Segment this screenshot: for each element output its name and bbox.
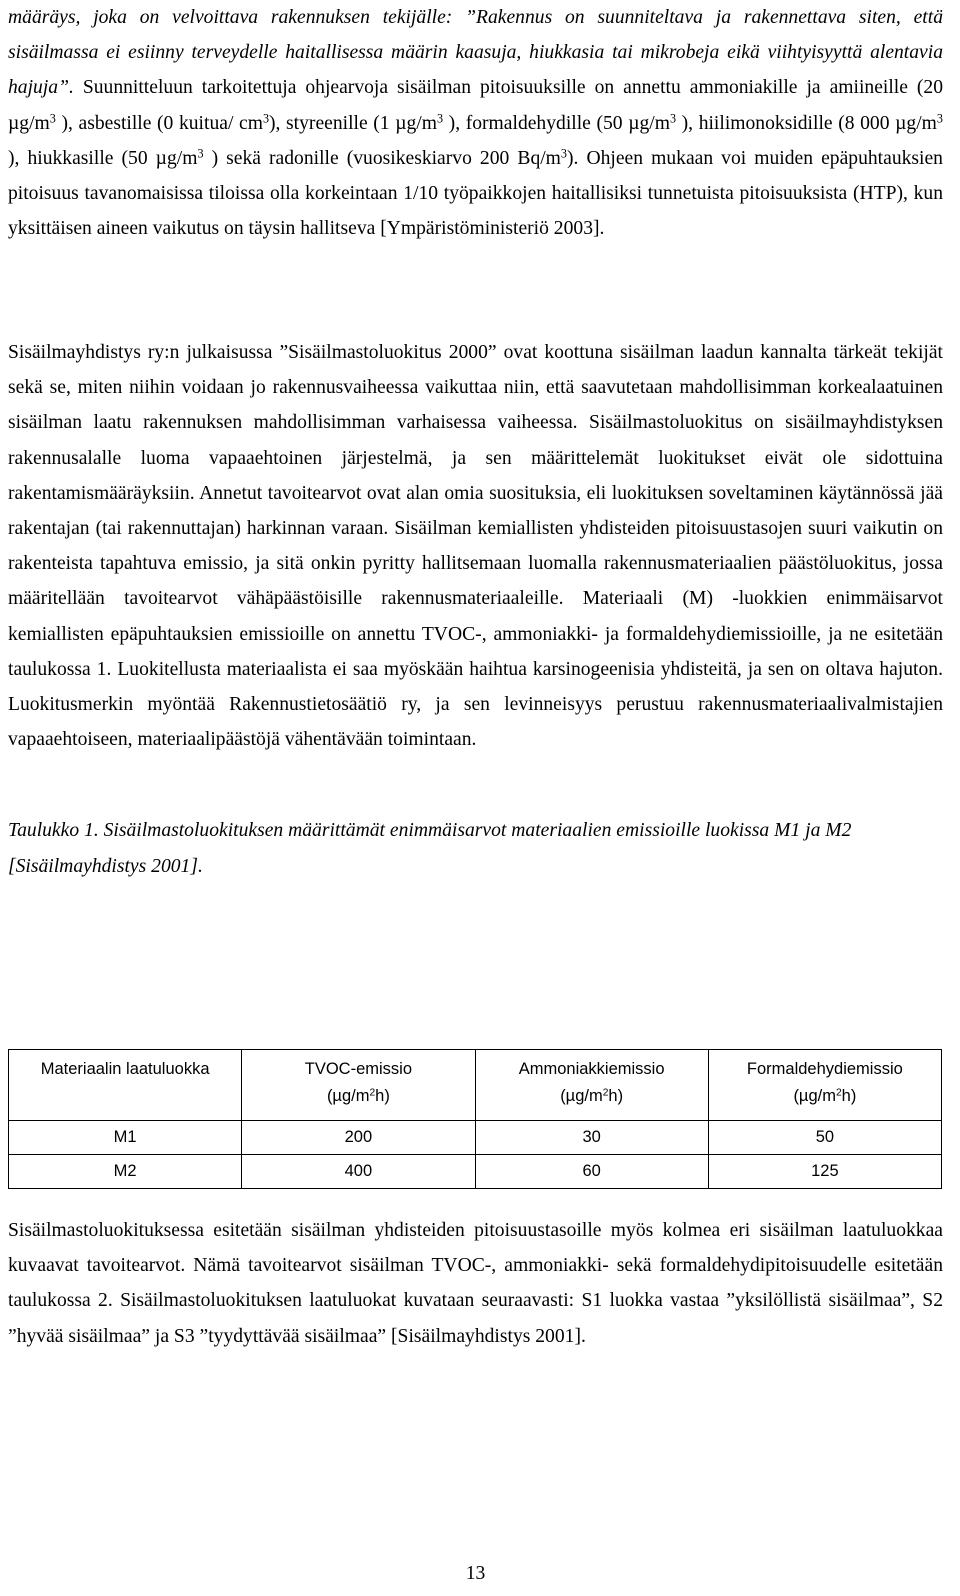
superscript: 3	[197, 146, 204, 161]
paragraph-indoor-classification: Sisäilmayhdistys ry:n julkaisussa ”Sisäilmastoluokitus 2000” ovat koottuna sisäilman laadun kannalta tärkeät tekijät sekä se, miten niihin voidaan jo rakennusvaiheessa vaikuttaa niin, että saavutetaan mahdollisimman korkealaatuinen sisäilman laatu rakennuksen mahdollisimman varhaisessa vaiheessa. Sisäilmastoluokitus on sisäilmayhdistyksen rakennusalalle luoma vapaaehtoinen järjestelmä, ja sen määrittelemät luokitukset eivät ole sidottuina rakentamismääräyksiin. Annetut tavoitearvot ovat alan omia suosituksia, eli luokituksen soveltaminen käytännössä jää rakentajan (tai rakennuttajan) harkinnan varaan. Sisäilman kemiallisten yhdisteiden pitoisuustasojen suuri vaikutin on rakenteista tapahtuva emissio, ja sitä onkin pyritty hallitsemaan luomalla rakennusmateriaalien päästöluokitus, jossa määritellään tavoitearvot vähäpäästöisille rakennusmateriaaleille. Materiaali (M) -luokkien enimmäisarvot kemiallisten epäpuhtauksien emissioille on annettu TVOC-, ammoniakki- ja formaldehydiemissioille, ja ne esitetään taulukossa 1. Luokitellusta materiaalista ei saa myöskään haihtua karsinogeenisia yhdisteitä, ja sen on oltava hajuton. Luokitusmerkin myöntää Rakennustietosäätiö ry, ja sen levinneisyys perustuu rakennusmateriaalivalmistajien vapaaehtoiseen, materiaalipäästöjä vähentävään toimintaan.	[8, 342, 943, 751]
superscript: 3	[560, 146, 567, 161]
paragraph-ventilation-guidelines	[8, 0, 943, 246]
text-segment: ), styreenille (1 µg/m	[269, 112, 437, 134]
table-header-cell	[9, 1050, 242, 1121]
unit-text: h)	[608, 1087, 624, 1105]
header-label: Ammoniakkiemissio	[518, 1060, 665, 1078]
table-cell: M1	[9, 1121, 242, 1155]
table-cell: 60	[475, 1155, 708, 1189]
table-caption: Taulukko 1. Sisäilmastoluokituksen määrittämät enimmäisarvot materiaalien emissioille luokissa M1 ja M2 [Sisäilmayhdistys 2001].	[8, 820, 852, 877]
table-header-cell	[242, 1050, 475, 1121]
unit-text: (µg/m	[793, 1087, 836, 1105]
table-row	[9, 1121, 942, 1155]
table-cell: 400	[242, 1155, 475, 1189]
table-header-cell	[475, 1050, 708, 1121]
text-segment: ), hiilimonoksidille (8 000 µg/m	[676, 112, 937, 134]
superscript: 3	[436, 110, 444, 125]
table-cell: 125	[708, 1155, 941, 1189]
unit-text: (µg/m	[560, 1087, 603, 1105]
table-header-cell	[708, 1050, 941, 1121]
text-segment: Suunnitteluun tarkoitettuja ohjearvoja sisäilman pitoisuuksille on annettu ammoniakille ja amiineille (20 µg/m	[8, 77, 943, 134]
unit-superscript: 2	[369, 1087, 376, 1099]
superscript: 3	[262, 110, 270, 125]
table-cell: 50	[708, 1121, 941, 1155]
unit-superscript: 2	[835, 1087, 842, 1099]
header-unit	[327, 1087, 390, 1105]
emission-limits-table	[8, 1049, 942, 1189]
text-segment: ), formaldehydille (50 µg/m	[443, 112, 670, 134]
superscript: 3	[669, 110, 677, 125]
text-segment: ) sekä radonille (vuosikeskiarvo 200 Bq/m	[203, 147, 561, 169]
table-cell: M2	[9, 1155, 242, 1189]
header-unit	[793, 1087, 856, 1105]
text-segment: ), hiukkasille (50 µg/m	[8, 147, 198, 169]
text-segment: ). Ohjeen mukaan voi muiden epäpuhtauksien pitoisuus tavanomaisissa tiloissa olla korkeintaan 1/10 työpaikkojen haitallisiksi tunnetuista pitoisuuksista (HTP), kun yksittäisen aineen vaikutus on täysin hallitseva [Ympäristöministeriö 2003].	[8, 147, 943, 240]
unit-text: h)	[375, 1087, 390, 1105]
unit-text: h)	[841, 1087, 857, 1105]
superscript: 3	[936, 110, 943, 125]
header-label: TVOC-emissio	[304, 1060, 412, 1078]
table-header-row	[9, 1050, 942, 1121]
header-unit	[560, 1087, 623, 1105]
header-label: Materiaalin laatuluokka	[40, 1060, 210, 1078]
paragraph-quality-classes: Sisäilmastoluokituksessa esitetään sisäilman yhdisteiden pitoisuustasoille myös kolmea eri sisäilman laatuluokkaa kuvaavat tavoitearvot. Nämä tavoitearvot sisäilman TVOC-, ammoniakki- sekä formaldehydipitoisuudelle esitetään taulukossa 2. Sisäilmastoluokituksen laatuluokat kuvataan seuraavasti: S1 luokka vastaa ”yksilöllistä sisäilmaa”, S2 ”hyvää sisäilmaa” ja S3 ”tyydyttävää sisäilmaa” [Sisäilmayhdistys 2001].	[8, 1220, 943, 1347]
unit-text: (µg/m	[326, 1087, 370, 1105]
unit-superscript: 2	[602, 1087, 609, 1099]
header-label: Formaldehydiemissio	[746, 1060, 903, 1078]
page-number: 13	[465, 1563, 486, 1584]
superscript: 3	[49, 110, 56, 125]
text-segment: ), asbestille (0 kuitua/ cm	[55, 112, 263, 134]
italic-regulation-quote: määräys, joka on velvoittava rakennuksen tekijälle: ”Rakennus on suunniteltava ja rakennettava siten, että sisäilmassa ei esiinny terveydelle haitallisessa määrin kaasuja, hiukkasia tai mikrobeja eikä viihtyisyyttä alentavia hajuja”.	[8, 7, 943, 99]
table-cell: 30	[475, 1121, 708, 1155]
table-row	[9, 1155, 942, 1189]
table-cell: 200	[242, 1121, 475, 1155]
